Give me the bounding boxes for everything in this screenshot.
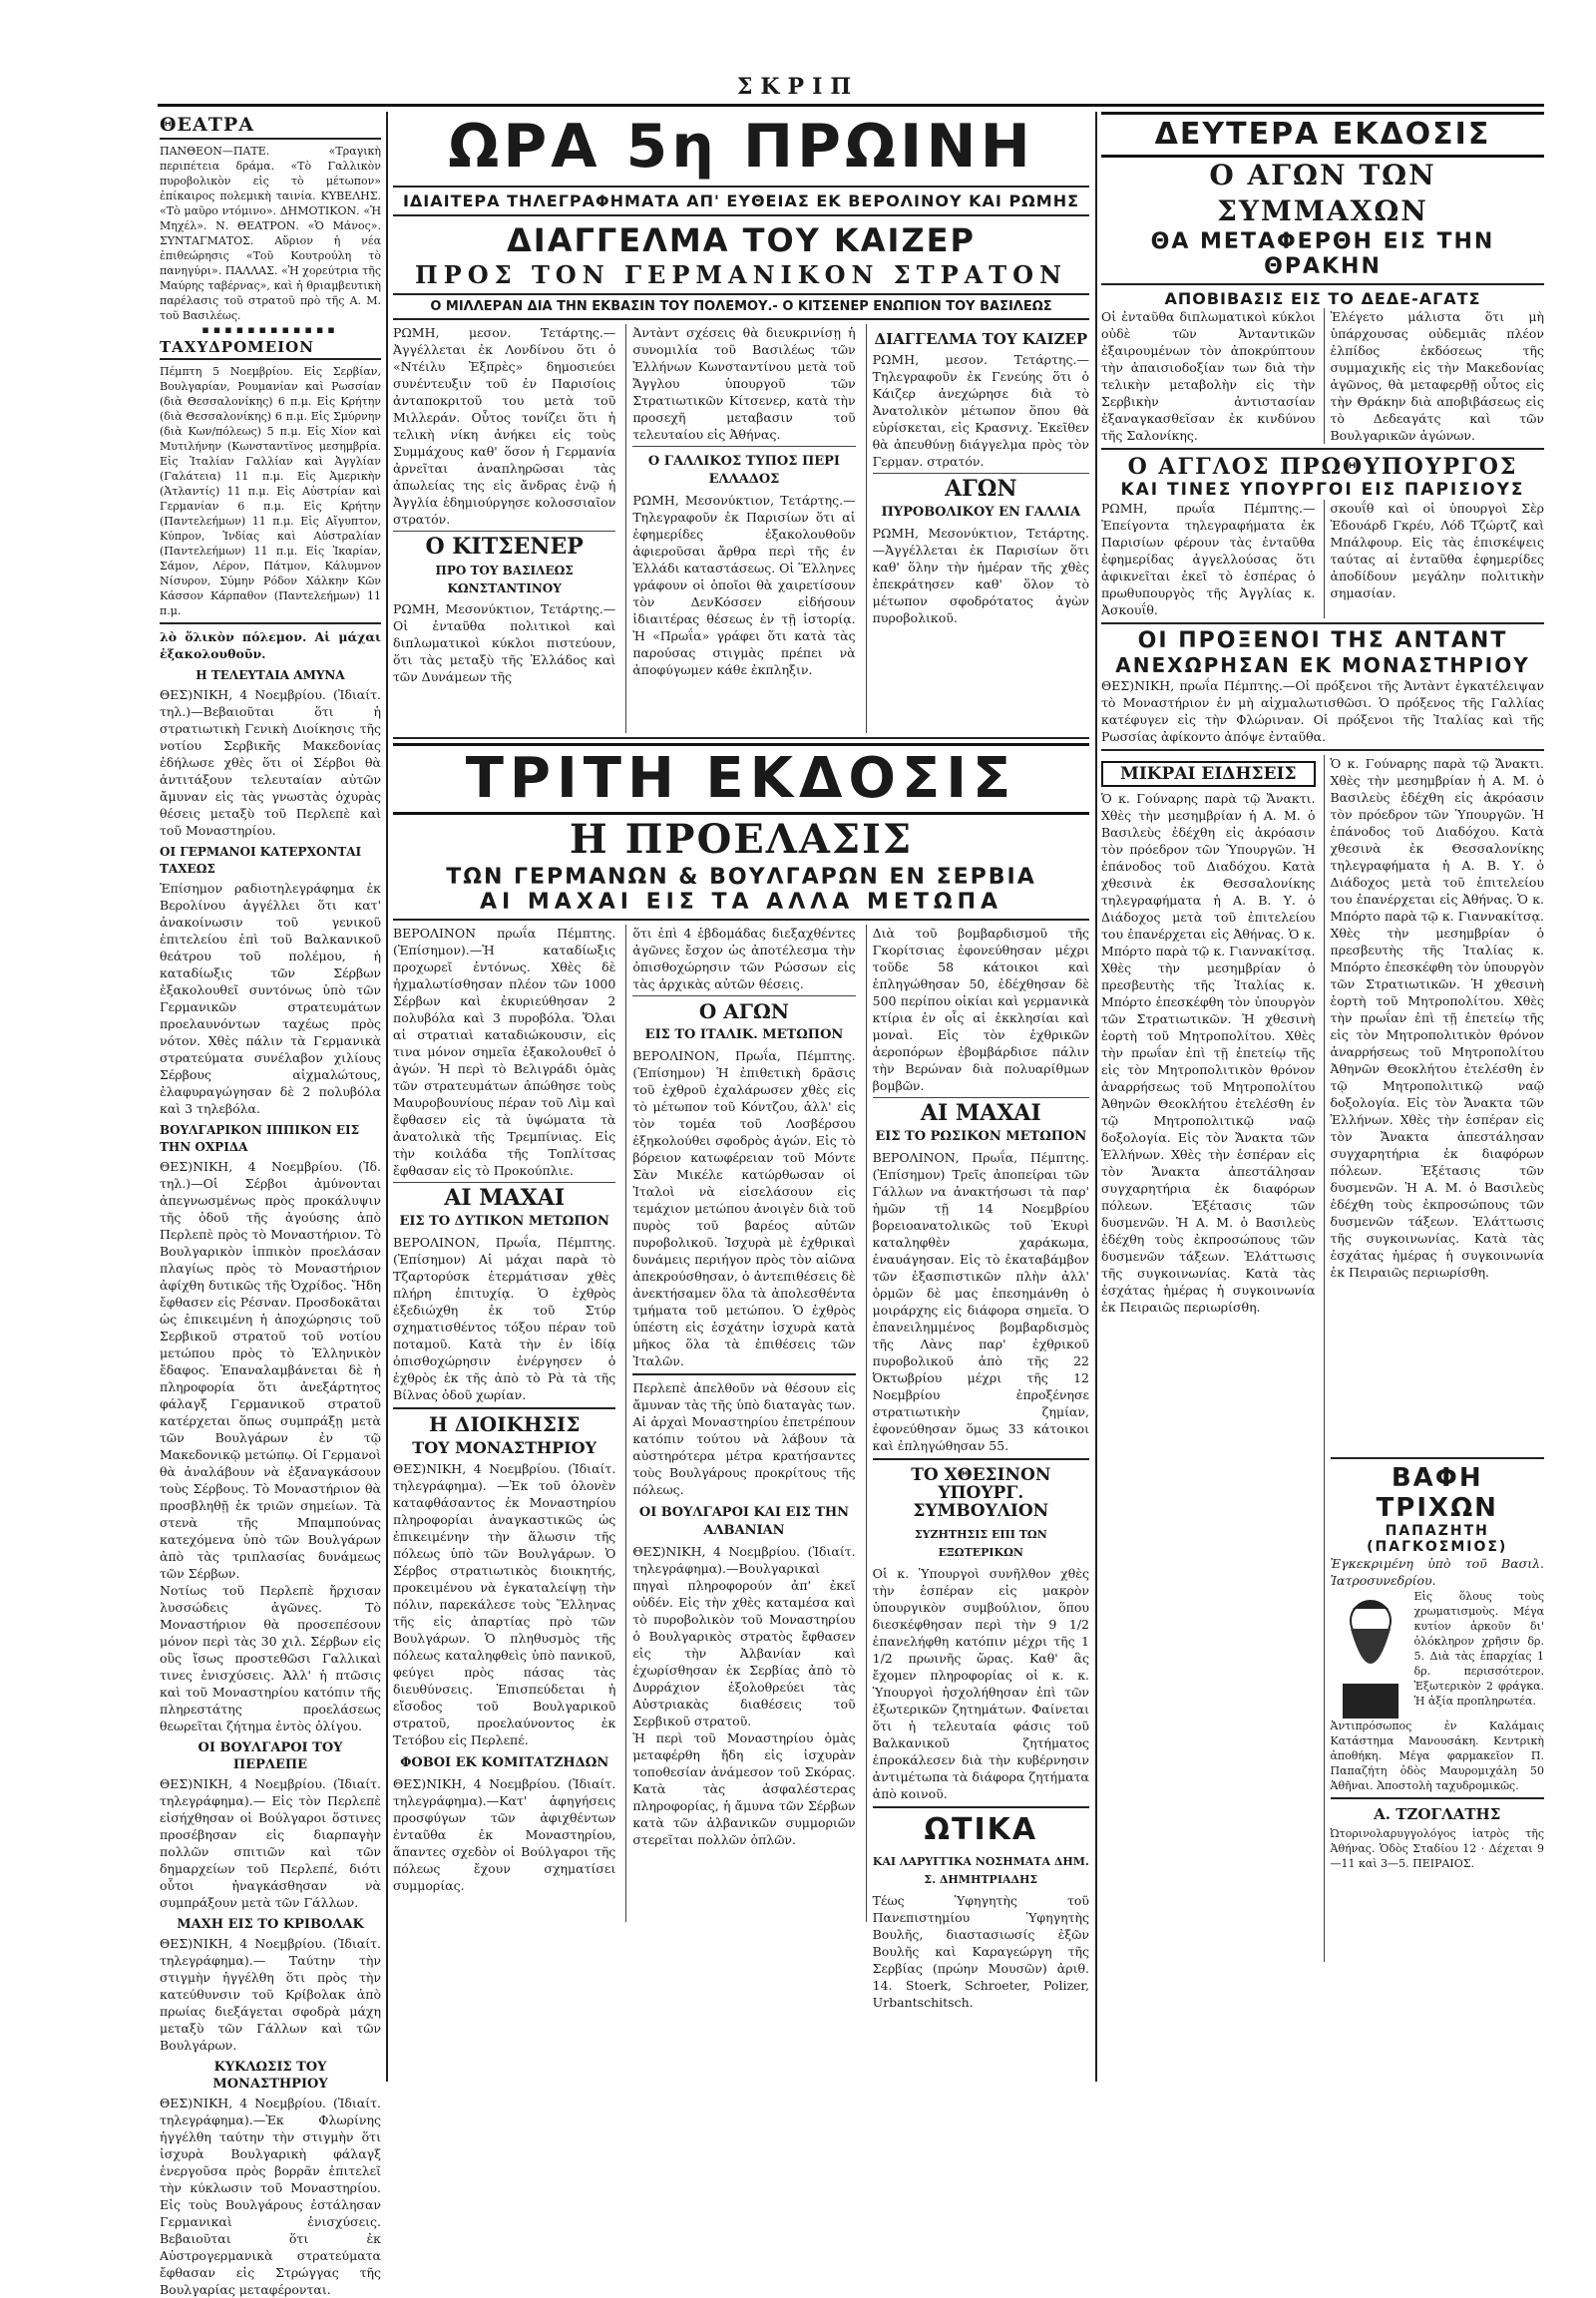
news-grid — [1101, 755, 1544, 1962]
cabinet-text: Οἱ κ. Ὑπουργοὶ συνῆλθον χθὲς τὴν ἑσπέραν εἰς μακρὸν ὑπουργικὸν συμβούλιον, ὅπου διεσκέφθησαν περὶ τὴν 9 1/2 ἐπανελήφθη κατόπιν μέχρι τῆς 1 1/2 πρωινῆς ὥρας. Καθ' ἃς ἔχομεν πληροφορίας οἱ κ. κ. Ὑπουργοὶ ἠσχολήθησαν ἐπὶ τῶν ἐξωτερικῶν ζητημάτων. Φαίνεται ὅτι ἡ τελευταία φάσις τοῦ Βαλκανικοῦ ζητήματος ἐπροκάλεσεν διὰ τὴν κυβέρνησιν ἀντιμέτωπα τὰ διάφορα ζητήματα ἀπὸ κοινοῦ. — [872, 1566, 1089, 1801]
millerand-text: ΡΩΜΗ, μεσον. Τετάρτης.—Ἀγγέλλεται ἐκ Λονδίνου ὅτι ὁ «Ντέιλυ Ἐξπρὲς» δημοσιεύει συνέντευξιν τοῦ ἐν Παρισίοις ἀνταποκριτοῦ του μετὰ τοῦ Μιλλεράν. Οὗτος τονίζει ὅτι ἡ τελικὴ νίκη ἀνήκει εἰς τοὺς Συμμάχους καθ' ὅσον ἡ Γερμανία ἀρνεῖται ἀναπληρῶσαι τὰς ἀπωλείας της εἰς ἄνδρας ἐνῷ ἡ Ἀγγλία ἐδημιούργησε κολοσσιαῖον στρατόν. — [393, 325, 616, 527]
heading-vulgarians: ΟΙ ΒΟΥΛΓΑΡΟΙ ΤΟΥ ΠΕΡΛΕΠΕ — [198, 1740, 343, 1772]
divider — [632, 995, 855, 996]
pm-text-1: ΡΩΜΗ, πρωΐα Πέμπτης.—Ἐπείγοντα τηλεγραφήματα ἐκ Παρισίων φέρουν τὰς ἐνταῦθα ἐφημερίδας ἀγγελλούσας ὅτι ἀφικνεῖται ἐκεῖ τὸ ἑσπέρας ὁ πρωθυπουργὸς τῆς Ἀγγλίας κ. Ἀσκουΐθ. — [1101, 501, 1316, 617]
ent-ad-title: ΩΤΙΚΑ — [924, 1812, 1038, 1847]
western-front-title: ΑΙ ΜΑΧΑΙ — [444, 1185, 566, 1211]
divider — [393, 186, 1089, 188]
divider — [393, 737, 1089, 739]
theatres-text: ΠΑΝΘΕΟΝ—ΠΑΤΕ. «Τραγικὴ περιπέτεια δράμα. «Τὸ Γαλλικὸν πυροβολικὸν εἰς τὸ μέτωπον» ἐπίκαιρος πολεμικὴ ταινία. ΚΥΒΕΛΗΣ. «Τὸ μαῦρο ντόμινο». ΔΗΜΟΤΙΚΟΝ. «Ἡ Μηχέλ». Ν. ΘΕΑΤΡΟΝ. «Ὁ Μάνος». ΣΥΝΤΑΓΜΑΤΟΣ. Αὔριον ἡ νέα ἐπιθεώρησις «Τοῦ Κουτρούλη τὸ πανηγύρι». ΠΑΛΛΑΣ. «Ἡ χορεύτρια τῆς Μαύρης ταβέρνας», καὶ ἡ θριαμβευτικὴ παρέλασις τοῦ στρατοῦ πρὸ τῆς Α. Μ. τοῦ Βασιλέως. — [160, 145, 381, 322]
divider — [1101, 448, 1544, 450]
artillery-title: ΑΓΩΝ — [945, 476, 1017, 502]
divider — [393, 1407, 615, 1409]
kitchener-text-cont: Ἀντὰντ σχέσεις θὰ διευκρινίσῃ ἡ συνομιλία τοῦ Βασιλέως τῶν Ἑλλήνων Κωνσταντίνου μετὰ τοῦ Ἄγγλου ὑπουργοῦ τῶν Στρατιωτικῶν Κίτσενερ, κατὰ τὴν προσεχῆ μεταβασιν τοῦ τελευταίου εἰς Ἀθήνας. — [632, 325, 856, 442]
italian-front-subtitle: ΕΙΣ ΤΟ ΙΤΑΛΙΚ. ΜΕΤΩΠΟΝ — [644, 1027, 844, 1042]
divider — [393, 919, 1089, 921]
divider — [393, 1182, 615, 1183]
gorizia-text: Διὰ τοῦ βομβαρδισμοῦ τῆς Γκορίτσιας ἐφονεύθησαν μέχρι τοῦδε 58 κάτοικοι καὶ ἐπληγώθησαν 50, ἐδέχθησαν δὲ 500 περίπου οἰκίαι καὶ γερμανικὰ κτίρια ἐν οἷς αἱ ἐκκλησίαι καὶ μοναὶ. Εἰς τὸν ἐχθρικῶν ἀεροπόρων ἐβομβάρδισε πάλιν τὴν Βερώναν διὰ πολυαρίθμων βομβῶν. — [872, 926, 1089, 1093]
kaiser-title: ΔΙΑΓΓΕΛΜΑ ΤΟΥ ΚΑΙΖΕΡ — [507, 221, 976, 259]
artillery-subtitle: ΠΥΡΟΒΟΛΙΚΟΥ ΕΝ ΓΑΛΛΙΑ — [881, 505, 1081, 520]
center-column — [393, 112, 1089, 2010]
western-front-subtitle: ΕΙΣ ΤΟ ΔΥΤΙΚΟΝ ΜΕΤΩΠΟΝ — [399, 1214, 609, 1229]
masthead — [0, 0, 1596, 110]
divider — [632, 1373, 855, 1375]
divider — [393, 318, 1089, 320]
ornament: ▪▪▪▪▪▪▪▪▪▪▪▪ — [201, 323, 339, 336]
italian-front-title: Ο ΑΓΩΝ — [698, 999, 790, 1023]
second-edition-banner: ΔΕΥΤΕΡΑ ΕΚΔΟΣΙΣ — [1101, 112, 1544, 158]
french-press-text: ΡΩΜΗ, Μεσονύκτιον, Τετάρτης.—Τηλεγραφοῦν ἐκ Παρισίων ὅτι αἱ ἐφημερίδες ἐξακολουθοῦν ἀφιεροῦσαι ἄρθρα περὶ τῆς ἐν Ἑλλάδι καταστάσεως. Οἱ Ἕλληνες γράφουν οἱ ὁποῖοι θὰ χαιρετίσουν τὸν ΔενΚόσσεν εἰδήσουν ἰδιαιτέρας θέσεως ἐν τῇ ἱστορίᾳ. Ἡ «Πρωΐα» γράφει ὅτι κατὰ τὰς παρούσας στιγμὰς πρέπει νὰ ἀποφύγωμεν κάθε ἐκπληξιν. — [632, 493, 856, 677]
hair-dye-body — [1331, 1589, 1545, 1719]
consuls-text: ΘΕΣ)ΝΙΚΗ, πρωΐα Πέμπτης.—Οἱ πρόξενοι τῆς Ἀντὰντ ἐγκατέλειψαν τὸ Μοναστήριον ἐν μὴ αἰχμαλωτισθῶσι. Ὁ πρόξενος τῆς Γαλλίας κατέφυγεν εἰς τὴν Φλώριναν. Οἱ πρόξενοι τῆς Ἰταλίας καὶ τῆς Ρωσσίας ἀφίκοντο ἀπόψε ἐνταῦθα. — [1101, 678, 1544, 744]
perlepe-text: Περλεπὲ ἀπελθοῦν νὰ θέσουν εἰς ἄμυναν τὰς τῆς ὑπὸ διαταγὰς των. Αἱ ἀρχαὶ Μοναστηρίου ἐπετρέπουν κατόπιν τούτου νὰ λάβουν τὰ αὐστηρότερα μέτρα κρατήσαντες τοὺς Βουλγάρους προκρίτους τῆς πόλεως. — [632, 1380, 856, 1497]
ads-col — [1324, 755, 1545, 1962]
kaiser-address-text: ΡΩΜΗ, μεσον. Τετάρτης.—Τηλεγραφοῦν ἐκ Γενεύης ὅτι ὁ Κάιζερ ἀνεχώρησε διὰ τὸ Ἀνατολικὸν μέτωπον ὅπου θὰ εὑρίσκεται, εἰς Κρασνιχ. Ἐκεῖθεν θὰ ἀπευθύνῃ διάγγελμα πρὸς τὸν Γερμαν. στρατόν. — [872, 352, 1089, 469]
artillery-text: ΡΩΜΗ, Μεσονύκτιον, Τετάρτης.—Ἀγγέλλεται ἐκ Παρισίων ὅτι καθ' ὅλην τὴν ἡμέραν τῆς χθὲς ἐπεκράτησεν καθ' ὅλον τὸ μέτωπον σφοδρότατος ἀγὼν πυροβολικοῦ. — [872, 526, 1089, 625]
heading-krivolak: ΜΑΧΗ ΕΙΣ ΤΟ ΚΡΙΒΟΛΑΚ — [177, 1917, 364, 1932]
divider — [1101, 622, 1544, 624]
pm-text-2: σκουΐθ καὶ οἱ ὑπουργοὶ Σὲρ Ἐδουάρδ Γκρέυ, Λόδ Τζώρτζ καὶ Μπάλφουρ. Εἰς τὰς ἐπισκέψεις ταύτας αἱ ἐνταῦθα ἐφημερίδες ἀποδίδουν μεγάλην πολιτικὴν σημασίαν. — [1324, 500, 1545, 618]
berlin-report-text: ΒΕΡΟΛΙΝΟΝ πρωΐα Πέμπτης. (Ἐπίσημον).—Ἡ καταδίωξις προχωρεῖ ἐντόνως. Χθὲς δὲ ἠχμαλωτίσθησαν πλέον τῶν 1000 Σέρβων καὶ ἐκυριεύθησαν 2 πολυβόλα καὶ 3 πυροβόλα. Ὅλαι αἱ στρατιαὶ καταδιώκουσιν, εἰς τινα μόνον σημεῖα ἐξακολουθεῖ ὁ ἀγών. Ἡ περὶ τὸ Βελιγράδι ὁμὰς τῶν στρατευμάτων ἀπώθησε τοὺς Μαυροβουνίους πέραν τοῦ Λὶμ καὶ ἔφθασεν εἰς τὰ ὑψώματα τὰ ἀνατολικὰ τῆς Τρεμπίνιας. Εἰς τὴν κοιλάδα τῆς Τοπλίτσας ἔφθασαν εἰς τὸ Προκούπλιε. — [393, 926, 616, 1178]
italian-front-text: ΒΕΡΟΛΙΝΟΝ, Πρωΐα, Πέμπτης. (Ἐπίσημον) Ἡ ἐπιθετικὴ δρᾶσις τοῦ ἐχθροῦ ἐχαλάρωσεν χθὲς εἰς τὸ μέτωπον τοῦ Κόντζου, ἀλλ' εἰς τὸν τομέα τοῦ Λοσβέρσου ἐξηκολούθει σφοδρὸς ἀγών. Εἰς τὸ βόρειον κατωφέρειαν τοῦ Μόντε Σὰν Μικέλε κατώρθωσαν οἱ Ἰταλοὶ νὰ εἰσελάσουν εἰς τεμάχιον μετώπου ἀνοιγὲν διὰ τοῦ πυρὸς τοῦ βαρέος αὐτῶν πυροβολικοῦ. Ἰσχυρὰ μὲ ἐχθρικαὶ δυνάμεις περιήγον πρὸς τὸν αἰῶνα ἀπεκρούσθησαν, ὁ ἀντεπιθέσεις δὲ ἀνεκτήσαμεν ὅλα τὰ ἀπολεσθέντα τμήματα τοῦ μετώπου. Ὁ ἐχθρὸς ὑπέστη εἰς ἐσχάτην ἰσχυρὰ κατὰ μῆκος ὅλα τὰ ἐπιθέσεις τῶν Ἰταλῶν. — [632, 1048, 856, 1368]
pm-title: Ο ΑΓΓΛΟΣ ΠΡΩΘΥΠΟΥΡΓΟΣ — [1127, 454, 1518, 480]
kitchener-subtitle: ΠΡΟ ΤΟΥ ΒΑΣΙΛΕΩΣ ΚΩΝΣΤΑΝΤΙΝΟΥ — [435, 564, 574, 595]
news-col — [1101, 755, 1316, 1962]
monastir-admin-subtitle: ΤΟΥ ΜΟΝΑΣΤΗΡΙΟΥ — [412, 1438, 598, 1457]
text-last-defence: ΘΕΣ)ΝΙΚΗ, 4 Νοεμβρίου. (Ἰδιαίτ. τηλ.)—Βεβαιοῦται ὅτι ἡ στρατιωτικὴ Γενικὴ Διοίκησις τῆς νοτίου Σερβικῆς Μακεδονίας ἐδήλωσε χθὲς ὅτι οἱ Σέρβοι θὰ ἀντιτάξουν τελευταίαν αὐτῶν ἄμυναν εἰς τὰς γνωστὰς ὀχυρὰς θέσεις μεταξὺ τοῦ Περλεπὲ καὶ τοῦ Μοναστηρίου. — [160, 687, 381, 838]
divider — [1331, 1457, 1545, 1459]
divider — [873, 473, 1089, 474]
text-germans: Ἐπίσημον ραδιοτηλεγράφημα ἐκ Βερολίνου ἀγγέλλει ὅτι κατ' ἀνακοίνωσιν τοῦ γενικοῦ ἐπιτελείου ἐπὶ τοῦ Βαλκανικοῦ θεάτρου τοῦ πολέμου, ἡ καταδίωξις τῶν Σέρβων ἐξακολουθεῖ συντόνως ὑπὸ τῶν Γερμανικῶν στρατευμάτων προελαυνόντων ταχέως πρὸς νότον. Χθὲς πάλιν τὰ Γερμανικὰ στρατεύματα συνέλαβον χιλίους Σέρβους αἰχμαλώτους, ἐλαφυραγώγησαν δὲ 2 πολυβόλα καὶ 3 τηλεβόλα. — [160, 881, 381, 1116]
post-text: Πέμπτη 5 Νοεμβρίου. Εἰς Σερβίαν, Βουλγαρίαν, Ρουμανίαν καὶ Ρωσσίαν (διὰ Θεσσαλονίκης) 6 π.μ. Εἰς Κρήτην (διὰ Θεσσαλονίκης) 6 π.μ. Εἰς Σμύρνην (διὰ Κων/πόλεως) 5 π.μ. Εἰς Χίον καὶ Μυτιλήνην (Κωνσταντῖνος μεσημβρία. Εἰς Ἰταλίαν Γαλλίαν καὶ Ἀγγλίαν (Γαλάτεια) 11 π.μ. Εἰς Ἀμερικὴν (Ἀτλαντίς) 11 π.μ. Εἰς Αὐστρίαν καὶ Γερμανίαν 6 π.μ. Εἰς Κρήτην (Παντελεήμων) 11 π.μ. Εἰς Αἴγυπτον, Κύπρον, Ἰνδίας καὶ Αὐστραλίαν (Παντελεήμων) 11 π.μ. Εἰς Ἰκαρίαν, Σάμον, Λέρον, Πάτμον, Κάλυμνον Νίσυρον, Σύμην Ρόδον Χάλκην Κῶν Κάσσον Κάρπαθον (Παντελεήμων) 11 π.μ. — [160, 365, 381, 617]
ent-ad-text: Τέως Ὑφηγητὴς τοῦ Πανεπιστημίου Ὑφηγητὴς Βουλῆς, διαστασιωσίς ἐξῶν Βουλῆς καὶ Καραγεώργη τῆς Σερβίας (πρώην Μουσῶν) ἀριθ. 14. Stoerk, Schroeter, Polizer, Urbantschitsch. — [872, 1893, 1089, 2010]
kitchener-text: ΡΩΜΗ, Μεσονύκτιον, Τετάρτης.—Οἱ ἐνταῦθα πολιτικοὶ καὶ διπλωματικοὶ κύκλοι πιστεύουν, ὅτι τὰς μεταξὺ τῆς Ἑλλάδος καὶ τῶν Δυνάμεων τῆς — [393, 601, 616, 684]
text-cavalry: ΘΕΣ)ΝΙΚΗ, 4 Νοεμβρίου. (Ἰδ. τηλ.)—Οἱ Σέρβοι ἀμύνονται ἀπεγνωσμένως πρὸς προκάλυψιν τῆς ὁδοῦ τῆς ἀγούσης ἀπὸ Περλεπὲ πρὸς τὸ Μοναστήριον. Τὸ Βουλγαρικὸν ἱππικὸν προελάσαν πλαγίως πρὸς τὸ Μοναστήριον ἀφίχθη δυτικῶς τῆς Ὀχρίδος. Ἤδη ἔφθασεν εἰς Ρέσναν. Προσδοκᾶται ὡς ἐπικειμένη ἡ ἀποχώρησις τοῦ Σερβικοῦ στρατοῦ τοῦ νοτίου μετώπου πρὸς τὸ Ἑλληνικὸν ἔδαφος. Ἐπαναλαμβάνεται δὲ ἡ πληροφορία ὅτι ἀνεξάρτητος φάλαγξ Γερμανικοῦ στρατοῦ κατέρχεται ὅπως συμπράξῃ μετὰ τῶν Βουλγάρων ἐν τῷ Μακεδονικῷ μετώπῳ. Οἱ Γερμανοὶ θὰ ἀναλάβουν νὰ ἐξαναγκάσουν τοὺς Σέρβους. Τὸ Μοναστήριον θὰ προσβληθῇ ἐκ τριῶν σημείων. Τὰ στενὰ τῆς Μπαμπούνας κατεχόμενα ὑπὸ τῶν Βουλγάρων ἀπὸ τὰς τριπλασίας δυνάμεως τῶν Σέρβων. — [160, 1159, 381, 1581]
allies-text-1: Οἱ ἐνταῦθα διπλωματικοὶ κύκλοι οὐδὲ τῶν Ἀνταντικῶν ἐξαιρουμένων τὸν ἀποκρύπτουν τὴν ἀπαισιοδοξίαν των διὰ τὴν τελικὴν μεταβολὴν εἰς τὴν Σερβικὴν ἀντιστασίαν ἐξαναγκασθεῖσαν ἐκ κινδύνου τῆς Σαλονίκης. — [1101, 309, 1316, 443]
divider — [1101, 749, 1544, 751]
ent-ad-subtitle: ΚΑΙ ΛΑΡΥΓΓΙΚΑ ΝΟΣΗΜΑΤΑ ΔΗΜ. Σ. ΔΗΜΗΤΡΙΑΔΗΣ — [872, 1855, 1089, 1886]
kitchener-title: Ο ΚΙΤΣΕΝΕΡ — [425, 534, 584, 560]
kaiser-subtitle: ΠΡΟΣ ΤΟΝ ΓΕΡΜΑΝΙΚΟΝ ΣΤΡΑΤΟΝ — [415, 260, 1067, 289]
text-vulgarians: ΘΕΣ)ΝΙΚΗ, 4 Νοεμβρίου. (Ἰδιαίτ. τηλεγράφημα).— Εἰς τὸν Περλεπὲ εἰσήχθησαν οἱ Βούλγαροι ὅστινες προσέβησαν εἰς διαρπαγὴν πολλῶν σπιτιῶν καὶ τῶν δημαρχείων τοῦ Περλεπέ, διότι οὗτοι ἠναγκάσθησαν νὰ συμπράξουν μετὰ τῶν Γάλλων. — [160, 1776, 381, 1910]
russian-front-text: ΒΕΡΟΛΙΝΟΝ, Πρωΐα, Πέμπτης. (Ἐπίσημον) Τρεῖς ἀποπείραι τῶν Γάλλων να ἀνακτήσωσι τὰ παρ' ἡμῶν τῇ 14 Νοεμβρίου βορειοανατολικῶς τοῦ Ἐκυρὶ καταληφθὲν χαράκωμα, ἐναυάγησαν. Εἰς τὸ ἐκαταβάμβον τῶν ἐξασπιστικῶν πλὴν ἀλλ' ὁρμῶν δὲ μας ἐπεσημάνθη ὁ μοιράρχης εἰς διάφορα σημεῖα. Ὁ ἐπανειλημμένος βομβαρδισμὸς τῆς Λὰνς παρ' ἐχθρικοῦ πυροβολικοῦ ἀπὸ τῆς 22 Ὀκτωβρίου μέχρι τῆς 12 Νοεμβρίου ἐπροξένησε στρατιωτικὴν ζημίαν, ἐφονεύθησαν ὅμως 33 κάτοικοι καὶ ἐπληγώθησαν 55. — [872, 1150, 1089, 1453]
allies-subtitle: ΘΑ ΜΕΤΑΦΕΡΘΗ ΕΙΣ ΤΗΝ ΘΡΑΚΗΝ — [1150, 229, 1495, 279]
allies-title: Ο ΑΓΩΝ ΤΩΝ ΣΥΜΜΑΧΩΝ — [1209, 159, 1436, 227]
advance-title: Η ΠΡΟΕΛΑΣΙΣ — [569, 816, 914, 863]
heading-encircle: ΚΥΚΛΩΣΙΣ ΤΟΥ ΜΟΝΑΣΤΗΡΙΟΥ — [212, 2060, 328, 2092]
heading-cavalry: ΒΟΥΛΓΑΡΙΚΟΝ ΙΠΠΙΚΟΝ ΕΙΣ ΤΗΝ ΟΧΡΙΔΑ — [160, 1123, 360, 1154]
subheadline: ΙΔΙΑΙΤΕΡΑ ΤΗΛΕΓΡΑΦΗΜΑΤΑ ΑΠ' ΕΥΘΕΙΑΣ ΕΚ ΒΕΡΟΛΙΝΟΥ ΚΑΙ ΡΩΜΗΣ — [402, 192, 1080, 210]
pm-text-grid — [1101, 500, 1544, 618]
french-press-title: Ο ΓΑΛΛΙΚΟΣ ΤΥΠΟΣ ΠΕΡΙ ΕΛΛΑΔΟΣ — [647, 454, 840, 487]
albania-title: ΟΙ ΒΟΥΛΓΑΡΟΙ ΚΑΙ ΕΙΣ ΤΗΝ ΑΛΒΑΝΙΑΝ — [638, 1505, 850, 1538]
monastir-admin-title: Η ΔΙΟΙΚΗΣΙΣ — [428, 1412, 581, 1436]
divider — [1331, 1797, 1545, 1799]
brief-news-title: ΜΙΚΡΑΙ ΕΙΔΗΣΕΙΣ — [1101, 761, 1316, 787]
divider — [1101, 283, 1544, 285]
divider — [393, 293, 1089, 295]
western-front-text: ΒΕΡΟΛΙΝΟΝ, Πρωΐα, Πέμπτης. (Ἐπίσημον) Αἱ μάχαι παρὰ τὸ Τζαρτορύσκ ἐτερμάτισαν χθὲς πλήρη ἐπιτυχίᾳ. Ὁ ἐχθρὸς ἐξεδιώχθη ἐκ τοῦ Στύρ σχηματισθέντος τόξου πέραν τοῦ ποταμοῦ. Κατὰ τὴν ἐν ἰδίᾳ ὀπισθοχώρησιν ἐνέργησεν ὁ ἐχθρὸς ἐκ τῆς ἀπὸ τὸ Ρὰ τὰ τῆς Βίλνας ὁδοῦ χωρίαν. — [393, 1235, 616, 1402]
divider — [632, 446, 855, 447]
top-story-grid — [393, 324, 1089, 733]
doctor-ad-text: Ὠτορινολαρυγγολόγος ἰατρὸς τῆς Ἀθήνας. Ὁδὸς Σταδίου 12 · Δέχεται 9—11 καὶ 3—5. ΠΕΙΡΑΙΟΣ. — [1330, 1827, 1544, 1870]
third-edition-banner: ΤΡΙΤΗ ΕΚΔΟΣΙΣ — [393, 743, 1089, 815]
text-left-2: Νοτίως τοῦ Περλεπὲ ἤρχισαν λυσσώδεις ἀγῶνες. Τὸ Μοναστήριον θὰ προσεπέσουν μόνον περὶ τὰς 30 χιλ. Σέρβων εἰς οὓς ἴσως προστεθῶσι Γαλλικαὶ τινες ἐνισχύσεις. Ἀλλ' ἡ πτῶσις καὶ τοῦ Μοναστηρίου κατόπιν τῆς πληρεστάτης προελάσεως θεωρεῖται ζήτημα ἐντὸς ὀλίγου. — [160, 1583, 381, 1733]
divider — [873, 1806, 1089, 1808]
komitadji-title: ΦΟΒΟΙ ΕΚ ΚΟΜΙΤΑΤΖΗΔΩΝ — [400, 1755, 609, 1770]
allies-text-2: Ἐλέγετο μάλιστα ὅτι μὴ ὑπάρχουσας οὐδεμιᾶς πλέον ἐλπίδος ἐκδόσεως τῆς συμμαχικῆς εἰς τὴν Μακεδονίας ἀγῶνος, θὰ μεταφερθῇ οὗτος εἰς τὴν Θράκην διὰ αποβιβάσεως εἰς τὸ Δεδεαγάτς καὶ τῶν Βουλγαρικῶν ἀγώνων. — [1324, 308, 1545, 444]
consuls-title: ΟΙ ΠΡΟΞΕΝΟΙ ΤΗΣ ΑΝΤΑΝΤ — [1137, 628, 1508, 653]
heading-last-defence: Η ΤΕΛΕΥΤΑΙΑ ΑΜΥΝΑ — [196, 668, 345, 682]
text-krivolak: ΘΕΣ)ΝΙΚΗ, 4 Νοεμβρίου. (Ἰδιαίτ. τηλεγράφημα).— Ταύτην τὴν στιγμὴν ἠγγέλθη ὅτι πρὸς τὴν κατεύθυνσιν τοῦ Κρίβολακ ἀπὸ πρωίας διεξάγεται σφοδρὰ μάχη μεταξὺ τῶν Γάλλων καὶ τῶν Βουλγάρων. — [160, 1936, 381, 2053]
divider — [873, 1097, 1089, 1098]
russian-retreat-text: ὅτι ἐπὶ 4 ἑβδομάδας διεξαχθέντες ἀγῶνες ἔσχον ὡς ἀποτέλεσμα τὴν ὀπισθοχώρησιν τῶν Ρώσσων εἰς τὰς ἀρχικὰς αὐτῶν θέσεις. — [632, 926, 856, 991]
story-col-3 — [866, 324, 1089, 733]
divider — [160, 622, 381, 624]
divider — [873, 1458, 1089, 1460]
lead-text: λὸ ὅλικὸν πόλεμον. Αἱ μάχαι ἐξακολουθοῦν. — [160, 629, 381, 661]
story-col-2 — [625, 324, 855, 733]
cabinet-subtitle: ΣΥΖΗΤΗΣΙΣ ΕΠΙ ΤΩΝ ΕΞΩΤΕΡΙΚΩΝ — [914, 1528, 1047, 1559]
text-encircle: ΘΕΣ)ΝΙΚΗ, 4 Νοεμβρίου. (Ἰδιαίτ. τηλεγράφημα).—Ἐκ Φλωρίνης ἠγγέλθη ταύτην τὴν στιγμὴν ὅτι ἰσχυρὰ Βουλγαρικὴ φάλαγξ ἐνεργοῦσα πρὸς βορρᾶν ἐπιτελεῖ τὴν κύκλωσιν τοῦ Μοναστηρίου. Εἰς τοὺς Βουλγάρους ἐστάλησαν Γερμανικαὶ ἐνισχύσεις. Βεβαιοῦται ὅτι ἐκ Αὐστρογερμανικὰ στρατεύματα ἔφθασαν εἰς Στρώγγας τῆς Βουλγαρίας μεταφέρονται. — [160, 2096, 381, 2297]
headline: ΩΡΑ 5η ΠΡΩΙΝΗ — [448, 112, 1034, 182]
hair-dye-title: ΒΑΦΗ ΤΡΙΧΩΝ — [1376, 1463, 1498, 1523]
divider — [393, 531, 615, 532]
story-col-1 — [393, 324, 615, 733]
left-column — [160, 112, 381, 2298]
skora-text: Ἡ περὶ τοῦ Μοναστηρίου ὁμὰς μεταφέρθη ἤδη εἰς ἰσχυρὰν τοποθεσίαν ἀνάμεσον τοῦ Σκόρας. Κατὰ τὰς ἀσφαλέστερας πληροφορίας, ἡ ἄμυνα τῶν Σέρβων κατὰ τῶν ἀλβανικῶν συμμοριῶν στερεῖται πολλῶν ὀπλῶν. — [632, 1730, 856, 1847]
komitadji-text: ΘΕΣ)ΝΙΚΗ, 4 Νοεμβρίου. (Ἰδιαίτ. τηλεγράφημα).—Κατ' ἀφηγήσεις προσφύγων τῶν ἀφιχθέντων ἐνταῦθα ἐκ Μοναστηρίου, ἅπαντες σχεδὸν οἱ Βούλγαροι τῆς πόλεως ἔχουν σχηματίσει συμμορίας. — [393, 1776, 616, 1893]
lower-story-grid — [393, 925, 1089, 2010]
divider — [393, 214, 1089, 216]
hair-dye-text: Εἰς ὅλους τοὺς χρωματισμοὺς. Μέγα κυτίον ἀρκοῦν δι' ὁλόκληρον χρῆσιν δρ. 5. Διὰ τὰς ἐπαρχίας 1 δρ. περισσότερον. Ἐξωτερικὸν 2 φράγκα. Ἡ ἀξία προπληρωτέα. — [1413, 1590, 1544, 1708]
cabinet-title: ΤΟ ΧΘΕΣΙΝΟΝ ΥΠΟΥΡΓ. ΣΥΜΒΟΥΛΙΟΝ — [911, 1465, 1051, 1521]
doctor-ad-title: Α. ΤΖΟΓΛΑΤΗΣ — [1374, 1805, 1501, 1823]
advance-subtitle: ΤΩΝ ΓΕΡΜΑΝΩΝ & ΒΟΥΛΓΑΡΩΝ ΕΝ ΣΕΡΒΙΑ — [446, 865, 1036, 890]
advance-subtitle-2: ΑΙ ΜΑΧΑΙ ΕΙΣ ΤΑ ΑΛΛΑ ΜΕΤΩΠΑ — [479, 890, 1003, 915]
column-rule-1 — [386, 112, 388, 2082]
russian-front-subtitle: ΕΙΣ ΤΟ ΡΩΣΙΚΟΝ ΜΕΤΩΠΟΝ — [875, 1129, 1087, 1144]
allies-text-grid — [1101, 308, 1544, 444]
right-column — [1101, 112, 1544, 1962]
consuls-subtitle: ΑΝΕΧΩΡΗΣΑΝ ΕΚ ΜΟΝΑΣΤΗΡΙΟΥ — [1115, 653, 1530, 677]
heading-germans: ΟΙ ΓΕΡΜΑΝΟΙ ΚΑΤΕΡΧΟΝΤΑΙ ΤΑΧΕΩΣ — [160, 845, 362, 876]
hair-dye-agent: Ἀντιπρόσωπος ἐν Καλάμαις Κατάστημα Μανουσάκη. Κεντρικὴ ἀποθήκη. Μέγα φαρμακεῖον Π. Παπαζήτη ὁδὸς Μαυρομιχάλη 50 Ἀθῆναι. Ἀποστολὴ ταχυδρομικῶς. — [1330, 1720, 1544, 1792]
albania-text: ΘΕΣ)ΝΙΚΗ, 4 Νοεμβρίου. (Ἰδιαίτ. τηλεγράφημα).—Βουλγαρικαὶ πηγαὶ πληροφορούν ἀπ' ἐκεῖ οὐδέν. Εἰς τὴν χθὲς καταμέσα καὶ τὸ πυροβολικὸν τοῦ Μοναστηρίου ὁ Βουλγαρικὸς στρατὸς ἔφθασεν εἰς τὴν Ἀλβανίαν καὶ ἐχωρίσθησαν ἐκ Σερβίας ἀπὸ τὸ Δυρράχιον ἐξολοθρεύει τὰς Αὐστριακὰς διαθέσεις τοῦ Σερβικοῦ στρατοῦ. — [632, 1544, 856, 1728]
hair-dye-intro: Ἐγκεκριμένη ὑπὸ τοῦ Βασιλ. Ἰατροσυνεδρίου. — [1330, 1556, 1544, 1588]
bearded-man-illustration — [1331, 1589, 1410, 1719]
ads-filler-text: Ὁ κ. Γούναρης παρὰ τῷ Ἄνακτι. Χθὲς τὴν μεσημβρίαν ἡ Α. Μ. ὁ Βασιλεὺς ἐδέχθη εἰς ἀκρόασιν τὸν πρόεδρον τῶν Ὑπουργῶν. Ἡ ἐπάνοδος τοῦ Διαδόχου. Κατὰ χθεσινὰ ἐκ Θεσσαλονίκης τηλεγραφήματα ἡ Α. Β. Υ. ὁ Διάδοχος μετὰ τοῦ ἐπιτελείου του ἐπανέρχεται εἰς Ἀθήνας. Ὁ κ. Μπόρτο παρὰ τῷ κ. Γιαννακίτσᾳ. Χθὲς τὴν μεσημβρίαν ὁ πρεσβευτὴς τῆς Ἰταλίας κ. Μπόρτο ἐπεσκέφθη τὸν ὑπουργὸν τῶν Στρατιωτικῶν. Ἡ χθεσινὴ ἑορτὴ τοῦ Μητροπολίτου. Χθὲς τὴν πρωΐαν ἐπὶ τῇ ἐπετείῳ τῆς εἰς τὸν Μητροπολιτικὸν θρόνον ἀναρρήσεως τοῦ Μητροπολίτου Ἀθηνῶν Θεοκλήτου ἐτελέσθη ἐν τῷ Μητροπολιτικῷ ναῷ δοξολογία. Εἰς τὸν Ἄνακτα τῶν Ἑλλήνων. Χθὲς τὴν ἑσπέραν εἰς τὸν Ἄνακτα ἀπεστάλησαν συγχαρητήρια ἐκ διαφόρων πόλεων. Ἐξέτασις τῶν δυσμενῶν. Ἡ Α. Μ. ὁ Βασιλεὺς ἐδέχθη τοὺς ἐκπροσώπους τῶν δυσμενῶν τάξεων. Ἐλάττωσις τῆς συγκοινωνίας. Κατὰ τὰς ἐσχάτας ἡμέρας ἡ συγκοινωνία ἐκ Πειραιῶς περιωρίσθη. — [1330, 756, 1544, 1280]
post-heading: ΤΑΧΥΔΡΟΜΕΙΟΝ — [160, 338, 381, 360]
pm-subtitle: ΚΑΙ ΤΙΝΕΣ ΥΠΟΥΡΓΟΙ ΕΙΣ ΠΑΡΙΣΙΟΥΣ — [1120, 480, 1525, 500]
brief-news-text: Ὁ κ. Γούναρης παρὰ τῷ Ἄνακτι. Χθὲς τὴν μεσημβρίαν ἡ Α. Μ. ὁ Βασιλεὺς ἐδέχθη εἰς ἀκρόασιν τὸν πρόεδρον τῶν Ὑπουργῶν. Ἡ ἐπάνοδος τοῦ Διαδόχου. Κατὰ χθεσινὰ ἐκ Θεσσαλονίκης τηλεγραφήματα ἡ Α. Β. Υ. ὁ Διάδοχος μετὰ τοῦ ἐπιτελείου του ἐπανέρχεται εἰς Ἀθήνας. Ὁ κ. Μπόρτο παρὰ τῷ κ. Γιαννακίτσᾳ. Χθὲς τὴν μεσημβρίαν ὁ πρεσβευτὴς τῆς Ἰταλίας κ. Μπόρτο ἐπεσκέφθη τὸν ὑπουργὸν τῶν Στρατιωτικῶν. Ἡ χθεσινὴ ἑορτὴ τοῦ Μητροπολίτου. Χθὲς τὴν πρωΐαν ἐπὶ τῇ ἐπετείῳ τῆς εἰς τὸν Μητροπολιτικὸν θρόνον ἀναρρήσεως τοῦ Μητροπολίτου Ἀθηνῶν Θεοκλήτου ἐτελέσθη ἐν τῷ Μητροπολιτικῷ ναῷ δοξολογία. Εἰς τὸν Ἄνακτα τῶν Ἑλλήνων. Χθὲς τὴν ἑσπέραν εἰς τὸν Ἄνακτα ἀπεστάλησαν συγχαρητήρια ἐκ διαφόρων πόλεων. Ἐξέτασις τῶν δυσμενῶν. Ἡ Α. Μ. ὁ Βασιλεὺς ἐδέχθη τοὺς ἐκπροσώπους τῶν δυσμενῶν τάξεων. Ἐλάττωσις τῆς συγκοινωνίας. Κατὰ τὰς ἐσχάτας ἡμέρας ἡ συγκοινωνία ἐκ Πειραιῶς περιωρίσθη. — [1101, 791, 1316, 1315]
column-rule-2 — [1095, 112, 1097, 2082]
newspaper-title: ΣΚΡΙΠ — [736, 74, 860, 100]
lower-col-2 — [625, 925, 855, 1922]
masthead-rule — [158, 104, 1544, 107]
theatres-heading: ΘΕΑΤΡΑ — [160, 114, 381, 140]
russian-front-title: ΑΙ ΜΑΧΑΙ — [920, 1100, 1041, 1126]
monastir-admin-text: ΘΕΣ)ΝΙΚΗ, 4 Νοεμβρίου. (Ἰδιαίτ. τηλεγράφημα). —Ἐκ τοῦ ὁλονὲν καταφθάσαντος ἐκ Μοναστηρίου πληροφορίαι ἀναγκαστικῶς ὡς ἐπικειμένην τὴν ἅλωσιν τῆς πόλεως ὑπὸ τῶν Βουλγάρων. Ὁ Σέρβος στρατιωτικὸς διοικητής, προκειμένου νὰ ἐγκαταλείψῃ τὴν πόλιν, παρεκάλεσε τοὺς Ἕλληνας τῆς εἰς ἀπαρτίας πρὸ τῶν Βουλγάρων. Ὁ πληθυσμὸς τῆς πόλεως καταληφθεὶς ὑπὸ πανικοῦ, φεύγει πρὸς πάσας τὰς διευθύνσεις. Ἐπισπεύδεται ἡ εἴσοδος τοῦ Βουλγαρικοῦ στρατοῦ, προελαύνοντος ἐκ Τετόβου εἰς Περλεπέ. — [393, 1461, 616, 1747]
strapline: Ο ΜΙΛΛΕΡΑΝ ΔΙΑ ΤΗΝ ΕΚΒΑΣΙΝ ΤΟΥ ΠΟΛΕΜΟΥ.- Ο ΚΙΤΣΕΝΕΡ ΕΝΩΠΙΟΝ ΤΟΥ ΒΑΣΙΛΕΩΣ — [430, 299, 1052, 314]
hair-dye-brand: ΠΑΠΑΖΗΤΗ (ΠΑΓΚΟΣΜΙΟΣ) — [1367, 1523, 1508, 1555]
kaiser-address-title: ΔΙΑΓΓΕΛΜΑ ΤΟΥ ΚΑΙΖΕΡ — [874, 330, 1088, 348]
lower-col-3 — [866, 925, 1089, 2010]
landing-title: ΑΠΟΒΙΒΑΣΙΣ ΕΙΣ ΤΟ ΔΕΔΕ-ΑΓΑΤΣ — [1164, 289, 1481, 308]
lower-col-1 — [393, 925, 615, 1922]
